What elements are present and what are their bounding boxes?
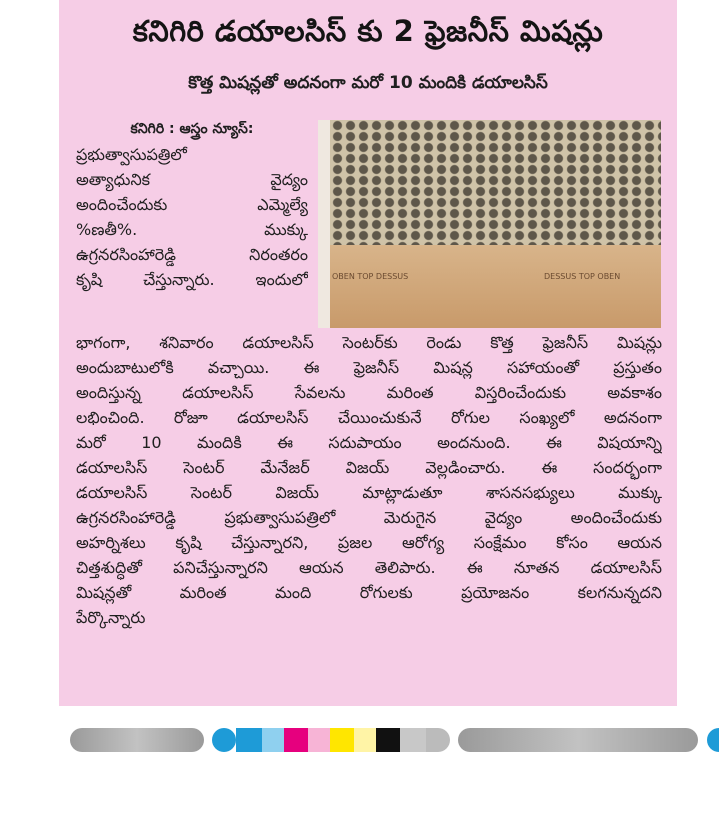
photo-machine-box: [318, 245, 661, 328]
body-line: పేర్కొన్నారు: [76, 608, 146, 627]
light-magenta-swatch: [308, 728, 330, 752]
photo-box-label-left: OBEN TOP DESSUS: [332, 272, 409, 281]
body-line: ప్రభుత్వాసుపత్రిలో: [76, 145, 187, 164]
yellow-swatch: [330, 728, 354, 752]
body-line: అత్యాధునిక వైద్యం: [76, 170, 308, 189]
gray-dot: [426, 728, 450, 752]
body-line: %ణతీ%. ముక్కు: [76, 220, 308, 239]
gray-swatch: [400, 728, 426, 752]
body-line: అందించేందుకు ఎమ్మెల్యే: [76, 195, 308, 214]
dateline: కనిగిరి : ఆస్త్రం న్యూస్:: [130, 121, 254, 137]
body-line: మిషన్లతో మరింత మంది రోగులకు ప్రయోజనం కలగనున్నదని: [76, 583, 662, 602]
article-photo: [318, 120, 661, 328]
gray-bar-left: [70, 728, 204, 752]
subheadline: కొత్త మిషన్లతో అదనంగా మరో 10 మందికి డయాలసిస్: [188, 73, 548, 93]
body-line: చిత్తశుద్ధితో పనిచేస్తున్నారని ఆయన తెలిపారు. ఈ నూతన డయాలసిస్: [76, 558, 662, 577]
article-body-narrow: [76, 117, 308, 292]
body-line: ఉగ్రనరసింహారెడ్డి నిరంతరం: [76, 245, 308, 264]
photo-person-edge: [318, 120, 330, 328]
black-swatch: [376, 728, 400, 752]
magenta-swatch: [284, 728, 308, 752]
print-registration-strip: [70, 728, 719, 752]
body-line: భాగంగా, శనివారం డయాలసిస్ సెంటర్‌కు రెండు కొత్త ఫ్రెజనీస్ మిషన్లు: [76, 333, 662, 352]
article-body-wide: [76, 330, 662, 630]
body-line: అందుబాటులోకి వచ్చాయి. ఈ ఫ్రెజనీస్ మిషన్ల సహాయంతో ప్రస్తుతం: [76, 358, 662, 377]
photo-box-label-right: DESSUS TOP OBEN: [544, 272, 621, 281]
gray-bar-right: [458, 728, 698, 752]
body-line: అహర్నిశలు కృషి చేస్తున్నారని, ప్రజల ఆరోగ్య సంక్షేమం కోసం ఆయన: [76, 533, 662, 552]
body-line: అందిస్తున్న డయాలసిస్ సేవలను మరింత విస్తరించేందుకు అవకాశం: [76, 383, 662, 402]
body-line: డయాలసిస్ సెంటర్ మేనేజర్ విజయ్ వెల్లడించారు. ఈ సందర్భంగా: [76, 458, 662, 477]
light-yellow-swatch: [354, 728, 376, 752]
body-line: ఉగ్రనరసింహారెడ్డి ప్రభుత్వాసుపత్రిలో మెరుగైన వైద్యం అందించేందుకు: [76, 508, 662, 527]
body-line: కృషి చేస్తున్నారు. ఇందులో: [76, 270, 308, 289]
cyan-dot-right: [707, 728, 719, 752]
photo-mesh-panel: [318, 120, 661, 245]
body-line: మరో 10 మందికి ఈ సదుపాయం అందనుంది. ఈ విషయాన్ని: [76, 433, 662, 452]
body-line: లభించింది. రోజూ డయాలసిస్ చేయించుకునే రోగుల సంఖ్యలో అదనంగా: [76, 408, 662, 427]
cyan-dot: [212, 728, 236, 752]
headline: కనిగిరి డయాలసిస్ కు 2 ఫ్రెజనీస్ మిషన్లు: [132, 14, 604, 48]
cyan-swatch: [236, 728, 262, 752]
news-clipping: [59, 0, 677, 706]
body-line: డయాలసిస్ సెంటర్ విజయ్ మాట్లాడుతూ శాసనసభ్యులు ముక్కు: [76, 483, 662, 502]
light-cyan-swatch: [262, 728, 284, 752]
